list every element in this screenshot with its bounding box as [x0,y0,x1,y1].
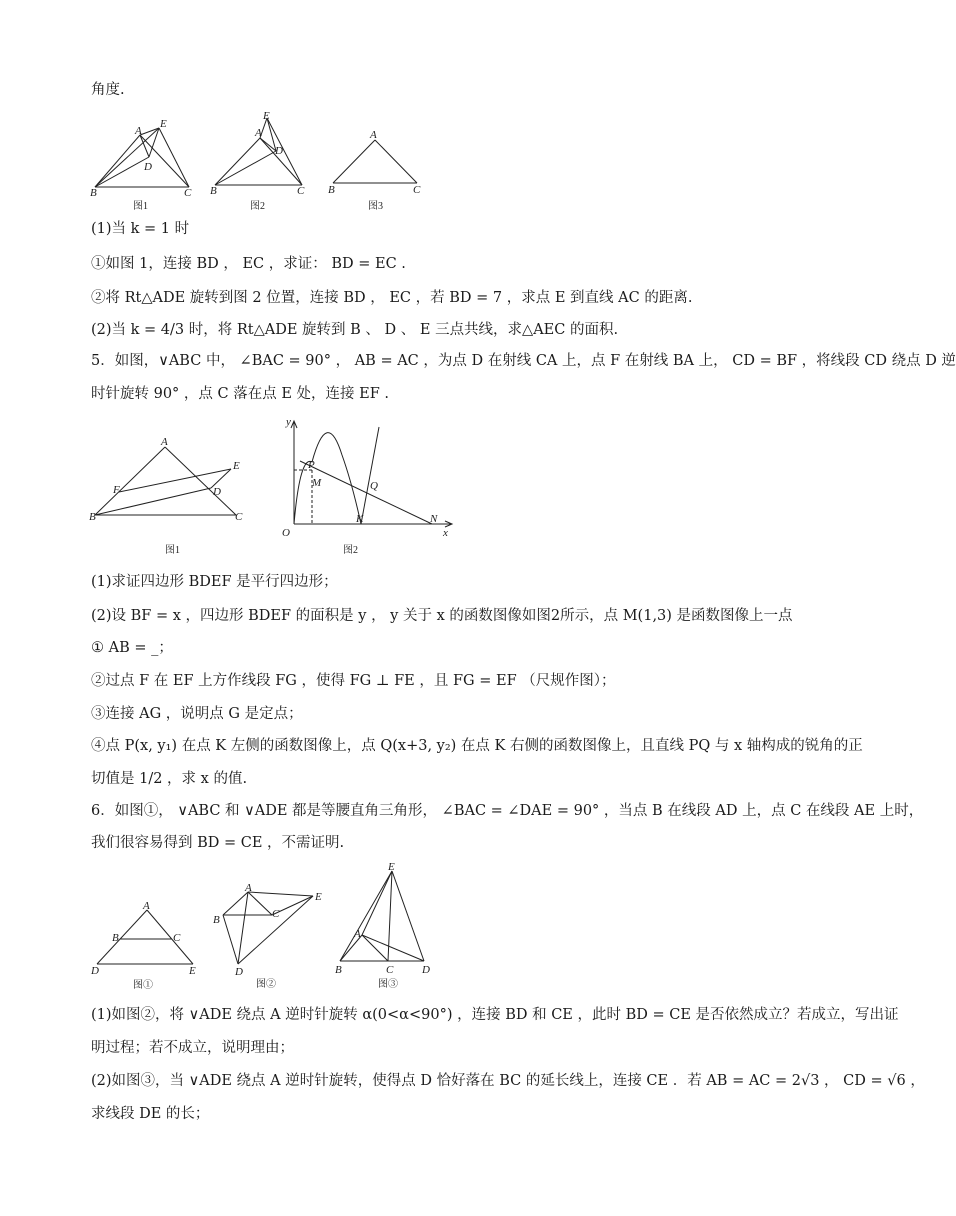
label-E: E [233,460,240,472]
label-A: A [245,882,252,894]
label-E: E [315,891,322,903]
text-line-11: ②过点 F 在 EF 上方作线段 FG ，使得 FG ⊥ FE ，且 FG = EF （尺规作图）； [91,673,616,689]
text-line-14: 切值是 1/2 ，求 x 的值. [91,771,248,787]
figure-caption: 图2 [343,545,358,556]
label-Q: Q [370,480,378,492]
label-C: C [272,908,280,920]
figure-caption: 图① [133,980,153,991]
text-line-8: (1)求证四边形 BDEF 是平行四边形； [91,574,338,590]
figure-caption: 图1 [133,201,148,212]
label-D: D [422,964,430,976]
label-x: x [443,527,448,539]
figure-q6-1 [85,897,205,995]
label-D: D [144,161,152,173]
figure-q5-2 [272,415,462,556]
label-E: E [160,118,167,130]
label-E: E [263,110,270,122]
label-P: P [308,459,315,471]
figure-q4-3 [323,127,428,217]
text-line-5: (2)当 k = 4/3 时，将 Rt△ADE 旋转到 B 、 D 、 E 三点共线，求△AEC 的面积. [91,322,619,338]
figure-q6-3 [330,857,440,992]
figure-q4-1 [85,110,200,215]
text-line-4: ②将 Rt△ADE 旋转到图 2 位置，连接 BD ， EC ，若 BD = 7 ，求点 E 到直线 AC 的距离. [91,290,693,306]
label-E: E [189,965,196,977]
figure-q6-2 [208,880,333,992]
label-B: B [112,932,119,944]
text-line-13: ④点 P(x, y₁) 在点 K 左侧的函数图像上，点 Q(x+3, y₂) 在点 K 右侧的函数图像上，且直线 PQ 与 x 轴构成的锐角的正 [91,738,863,754]
label-N: N [430,513,438,525]
figure-caption: 图2 [250,201,265,212]
text-line-2: (1)当 k = 1 时 [91,221,190,237]
figure-caption: 图3 [368,201,383,212]
label-D: D [275,145,283,157]
figure-caption: 图1 [165,545,180,556]
text-line-9: (2)设 BF = x ，四边形 BDEF 的面积是 y ， y 关于 x 的函数图像如图2所示，点 M(1,3) 是函数图像上一点 [91,608,793,624]
text-line-3: ①如图 1，连接 BD ， EC ，求证： BD = EC . [91,256,406,272]
text-line-20: 求线段 DE 的长； [91,1106,210,1122]
label-A: A [161,436,168,448]
figure-q5-1 [85,432,255,562]
label-B: B [328,184,335,196]
text-line-18: 明过程；若不成立，说明理由； [91,1040,294,1056]
label-B: B [89,511,96,523]
text-line-16: 我们很容易得到 BD = CE ，不需证明. [91,835,345,851]
label-A: A [255,127,262,139]
figure-caption: 图③ [378,979,398,990]
label-B: B [210,185,217,197]
label-K: K [356,513,364,525]
text-line-7: 时针旋转 90° ，点 C 落在点 E 处，连接 EF . [91,386,390,402]
label-F: F [113,484,120,496]
label-D: D [91,965,99,977]
label-D: D [213,486,221,498]
text-line-19: (2)如图③，当 ∨ADE 绕点 A 逆时针旋转，使得点 D 恰好落在 BC 的延长线上，连接 CE ．若 AB = AC = 2√3 ， CD = √6 ， [91,1073,925,1089]
label-O: O [282,527,290,539]
label-C: C [235,511,243,523]
text-line-1: 角度. [91,82,125,98]
text-line-15: 6．如图①， ∨ABC 和 ∨ADE 都是等腰直角三角形， ∠BAC = ∠DAE = 90° ，当点 B 在线段 AD 上，点 C 在线段 AE 上时， [91,803,924,819]
figure-caption: 图② [256,979,276,990]
label-C: C [184,187,192,199]
label-E: E [388,861,395,873]
label-B: B [90,187,97,199]
label-B: B [335,964,342,976]
label-A: A [354,928,361,940]
text-line-17: (1)如图②，将 ∨ADE 绕点 A 逆时针旋转 α(0<α<90°) ，连接 BD 和 CE ，此时 BD = CE 是否依然成立？若成立，写出证 [91,1007,899,1023]
label-A: A [143,900,150,912]
label-B: B [213,914,220,926]
figure-q4-2 [205,108,320,215]
text-line-6: 5．如图，∨ABC 中， ∠BAC = 90° ， AB = AC ，为点 D 在射线 CA 上，点 F 在射线 BA 上， CD = BF ，将线段 CD 绕点 D 逆 [91,353,956,369]
label-y: y [286,416,291,428]
text-line-12: ③连接 AG ，说明点 G 是定点； [91,706,303,722]
label-C: C [386,964,394,976]
label-C: C [173,932,181,944]
text-line-10: ① AB = _； [91,640,173,656]
label-A: A [370,129,377,141]
label-C: C [413,184,421,196]
label-M: M [312,477,322,489]
label-D: D [235,966,243,978]
label-C: C [297,185,305,197]
label-A: A [135,125,142,137]
